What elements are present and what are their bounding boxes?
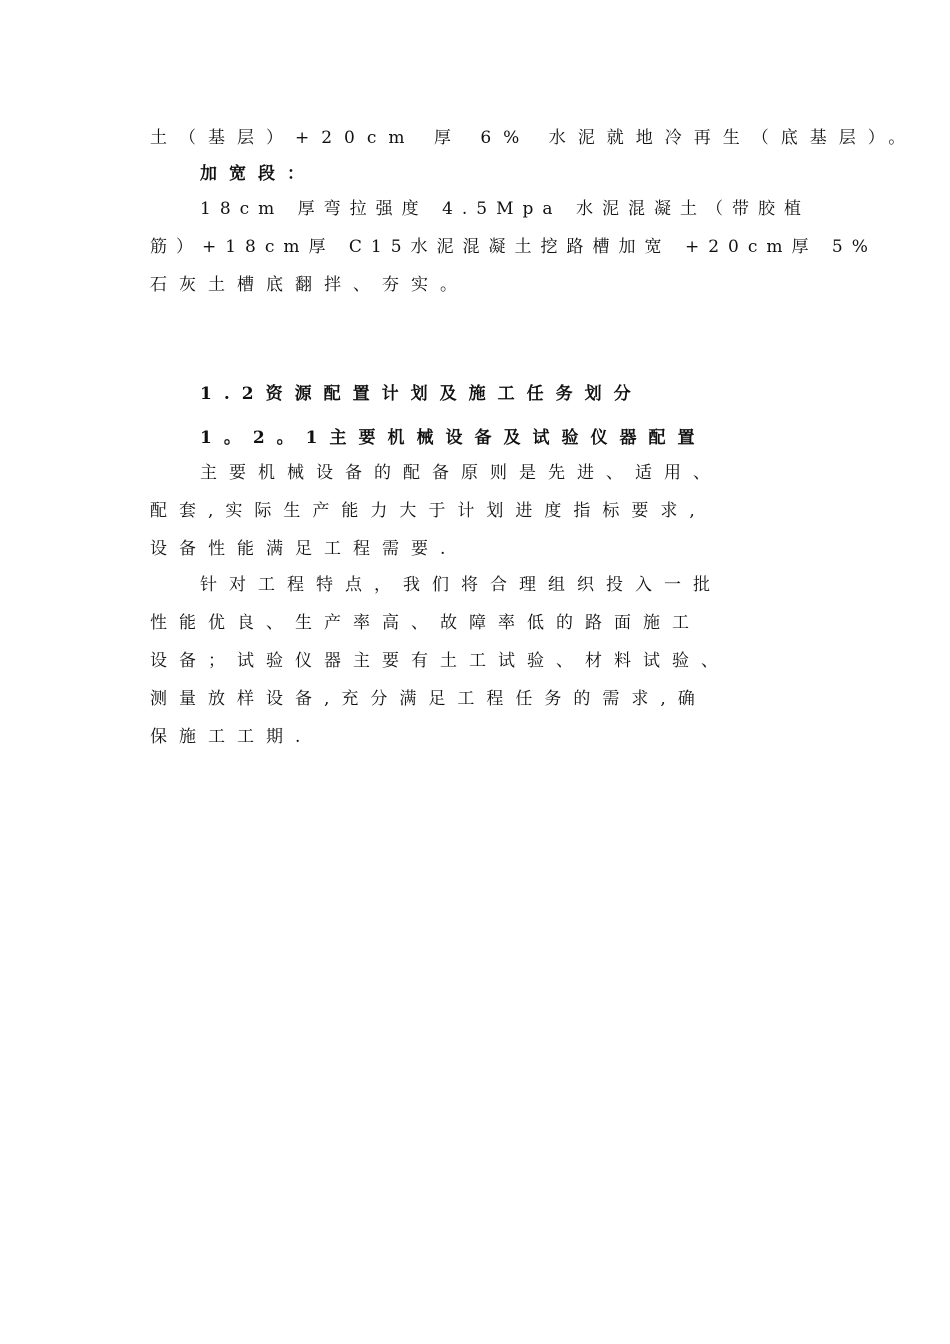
- subsection-heading: 1。2。1主要机械设备及试验仪器配置: [200, 428, 707, 448]
- text-line: 设备；试验仪器主要有土工试验、材料试验、: [150, 651, 730, 671]
- section-heading: 1.2资源配置计划及施工任务划分: [200, 384, 643, 404]
- text-line: 性能优良、生产率高、故障率低的路面施工: [150, 613, 701, 633]
- text-line: 测量放样设备,充分满足工程任务的需求,确: [150, 689, 707, 709]
- text-line: 主要机械设备的配备原则是先进、适用、: [200, 463, 722, 483]
- text-line: 配套,实际生产能力大于计划进度指标要求,: [150, 501, 707, 521]
- text-line: 针对工程特点，我们将合理组织投入一批: [200, 575, 722, 595]
- text-line: 设备性能满足工程需要.: [150, 539, 458, 559]
- text-line: 筋）+18cm厚 C15水泥混凝土挖路槽加宽 +20cm厚 5%: [150, 237, 877, 257]
- text-line: 保施工工期.: [150, 727, 313, 747]
- text-line: 土（基层）+20cm 厚 6% 水泥就地冷再生（底基层）。: [150, 128, 918, 148]
- text-line: 石灰土槽底翻拌、夯实。: [150, 275, 469, 295]
- text-line: 18cm 厚弯拉强度 4.5Mpa 水泥混凝土（带胶植: [200, 199, 810, 219]
- heading-widening: 加宽段：: [200, 164, 316, 184]
